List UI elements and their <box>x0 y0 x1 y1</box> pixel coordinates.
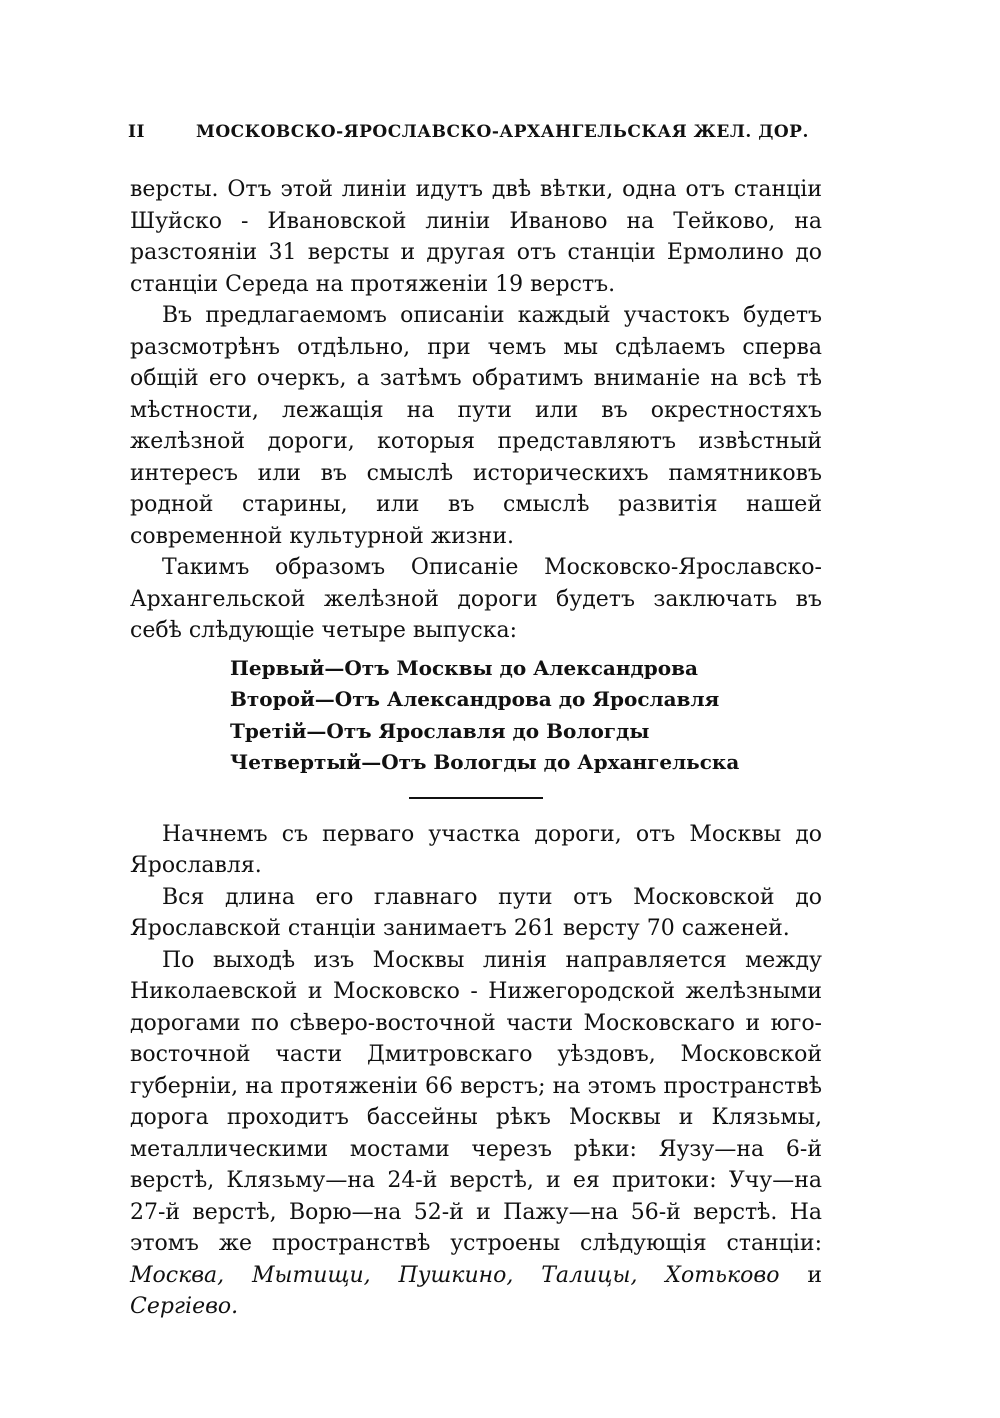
paragraph-5: Вся длина его главнаго пути отъ Московской до Ярославской станціи занимаетъ 261 версту 70 саженей. <box>130 884 822 941</box>
running-header <box>128 122 828 142</box>
volume-item: Третій—Отъ Ярославля до Вологды <box>230 718 650 743</box>
body-text <box>130 174 822 1323</box>
paragraph-1: версты. Отъ этой линіи идутъ двѣ вѣтки, одна отъ станціи Шуйско - Ивановской линіи Иваново на Тейково, на разстояніи 31 версты и другая отъ станціи Ермолино до станціи Середа на протяженіи 19 верстъ. <box>130 177 822 297</box>
volume-item: Четвертый—Отъ Вологды до Архангельска <box>230 750 740 774</box>
paragraph-3: Такимъ образомъ Описаніе Московско-Ярославско-Архангельской желѣзной дороги будетъ заключать въ себѣ слѣдующіе четыре выпуска: <box>130 555 822 643</box>
page-number: II <box>128 122 145 142</box>
section-divider <box>409 797 543 799</box>
volumes-list <box>130 653 822 779</box>
station-names: Москва, Мытищи, Пушкино, Талицы, Хотьково <box>130 1262 780 1288</box>
volume-item: Второй—Отъ Александрова до Ярославля <box>230 687 720 711</box>
last-station: Сергіево. <box>130 1294 239 1319</box>
paragraph-6-body: По выходѣ изъ Москвы линія направляется между Николаевской и Московско - Нижегородской желѣзными дорогами по сѣверо-восточной части Московскаго и юго-восточной части Дмитровскаго уѣздовъ, Московской губерніи, на протяженіи 66 верстъ; на этомъ пространствѣ дорога проходитъ бассейны рѣкъ Москвы и Клязьмы, металлическими мостами черезъ рѣки: Яузу—на 6-й верстѣ, Клязьму—на 24-й верстѣ, и ея притоки: Учу—на 27-й верстѣ, Ворю—на 52-й и Пажу—на 56-й верстѣ. На этомъ же пространствѣ устроены слѣдующія станціи: <box>130 947 822 1256</box>
running-title: МОСКОВСКО-ЯРОСЛАВСКО-АРХАНГЕЛЬСКАЯ ЖЕЛ. ДОР. <box>196 122 809 142</box>
volume-item: Первый—Отъ Москвы до Александрова <box>230 655 698 680</box>
paragraph-2: Въ предлагаемомъ описаніи каждый участокъ будетъ разсмотрѣнъ отдѣльно, при чемъ мы сдѣлаемъ сперва общій его очеркъ, а затѣмъ обратимъ вниманіе на всѣ тѣ мѣстности, лежащія на пути или въ окрестностяхъ желѣзной дороги, которыя представляютъ извѣстный интересъ или въ смыслѣ историческихъ памятниковъ родной старины, или въ смыслѣ развитія нашей современной культурной жизни. <box>130 303 822 549</box>
conjunction: и <box>779 1262 822 1288</box>
paragraph-6 <box>130 945 822 1323</box>
paragraph-4: Начнемъ съ перваго участка дороги, отъ Москвы до Ярославля. <box>130 821 822 878</box>
